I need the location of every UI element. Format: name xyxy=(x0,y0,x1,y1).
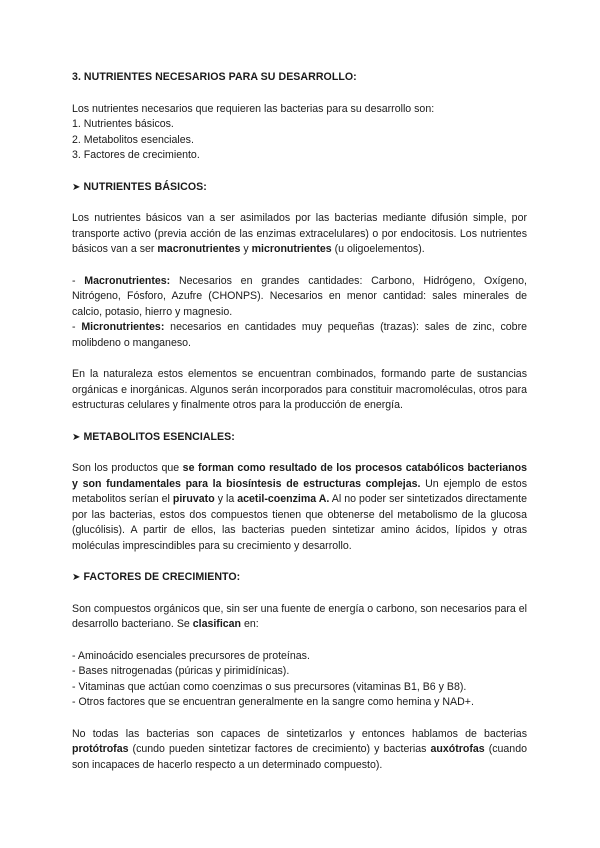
paragraph-naturaleza: En la naturaleza estos elementos se encuentran combinados, formando parte de sustancias orgánicas e inorgánicas. Algunos serán incorporados para constituir macromoléculas, otros para estructuras celulares y finalmente otros para la producción de energía. xyxy=(72,368,527,411)
document-content xyxy=(72,70,527,773)
list-item: - Aminoácido esenciales precursores de proteínas. xyxy=(72,649,310,662)
arrow-icon: ➤ xyxy=(72,181,81,193)
section-title: 3. NUTRIENTES NECESARIOS PARA SU DESARROLLO: xyxy=(72,71,357,83)
heading-nutrientes: ➤ NUTRIENTES BÁSICOS: xyxy=(72,180,207,193)
list-item: 2. Metabolitos esenciales. xyxy=(72,133,194,146)
paragraph-micronutrientes: - Micronutrientes: necesarios en cantidades muy pequeñas (trazas): sales de zinc, cobre molibdeno o manganeso. xyxy=(72,321,527,349)
list-item: 1. Nutrientes básicos. xyxy=(72,118,174,130)
heading-metabolitos: ➤ METABOLITOS ESENCIALES: xyxy=(72,430,235,443)
paragraph-metabolitos: Son los productos que se forman como resultado de los procesos catabólicos bacterianos y son fundamentales para la biosíntesis de estructuras complejas. Un ejemplo de estos metabolitos serían el piruvato y la acetil-coenzima A. Al no poder ser sintetizados directamente por las bacterias, estos dos compuestos tienen que obtenerse del metabolismo de la glucosa (glucólisis). A partir de ellos, las bacterias pueden sintetizar amino ácidos, lípidos y otras moléculas imprescindibles para su crecimiento y desarrollo. xyxy=(72,462,527,552)
paragraph-final: No todas las bacterias son capaces de sintetizarlos y entonces hablamos de bacterias protótrofas (cundo pueden sintetizar factores de crecimiento) y bacterias auxótrofas (cuando son incapaces de hacerlo respecto a un determinado compuesto). xyxy=(72,727,527,771)
list-item: - Otros factores que se encuentran generalmente en la sangre como hemina y NAD+. xyxy=(72,696,474,708)
paragraph-nutrientes: Los nutrientes básicos van a ser asimilados por las bacterias mediante difusión simple, por transporte activo (previa acción de las enzimas extracelulares) o por endocitosis. Los nutrientes básicos van a ser macronutrientes y micronutrientes (u oligoelementos). xyxy=(72,212,527,255)
arrow-icon: ➤ xyxy=(72,572,81,583)
list-item: - Bases nitrogenadas (púricas y pirimidínicas). xyxy=(72,665,290,677)
heading-factores: ➤ FACTORES DE CRECIMIENTO: xyxy=(72,571,241,583)
paragraph-factores: Son compuestos orgánicos que, sin ser una fuente de energía o carbono, son necesarios para el desarrollo bacteriano. Se clasifican en: xyxy=(72,602,527,630)
list-item: - Vitaminas que actúan como coenzimas o sus precursores (vitaminas B1, B6 y B8). xyxy=(72,680,467,693)
intro-text: Los nutrientes necesarios que requieren las bacterias para su desarrollo son: xyxy=(72,102,435,115)
list-item: 3. Factores de crecimiento. xyxy=(72,149,200,161)
paragraph-macronutrientes: - Macronutrientes: Necesarios en grandes cantidades: Carbono, Hidrógeno, Oxígeno, Nitrógeno, Fósforo, Azufre (CHONPS). Necesarios en menor cantidad: sales minerales de calcio, potasio, hierro y magnesio. xyxy=(72,274,527,318)
arrow-icon: ➤ xyxy=(72,431,81,443)
